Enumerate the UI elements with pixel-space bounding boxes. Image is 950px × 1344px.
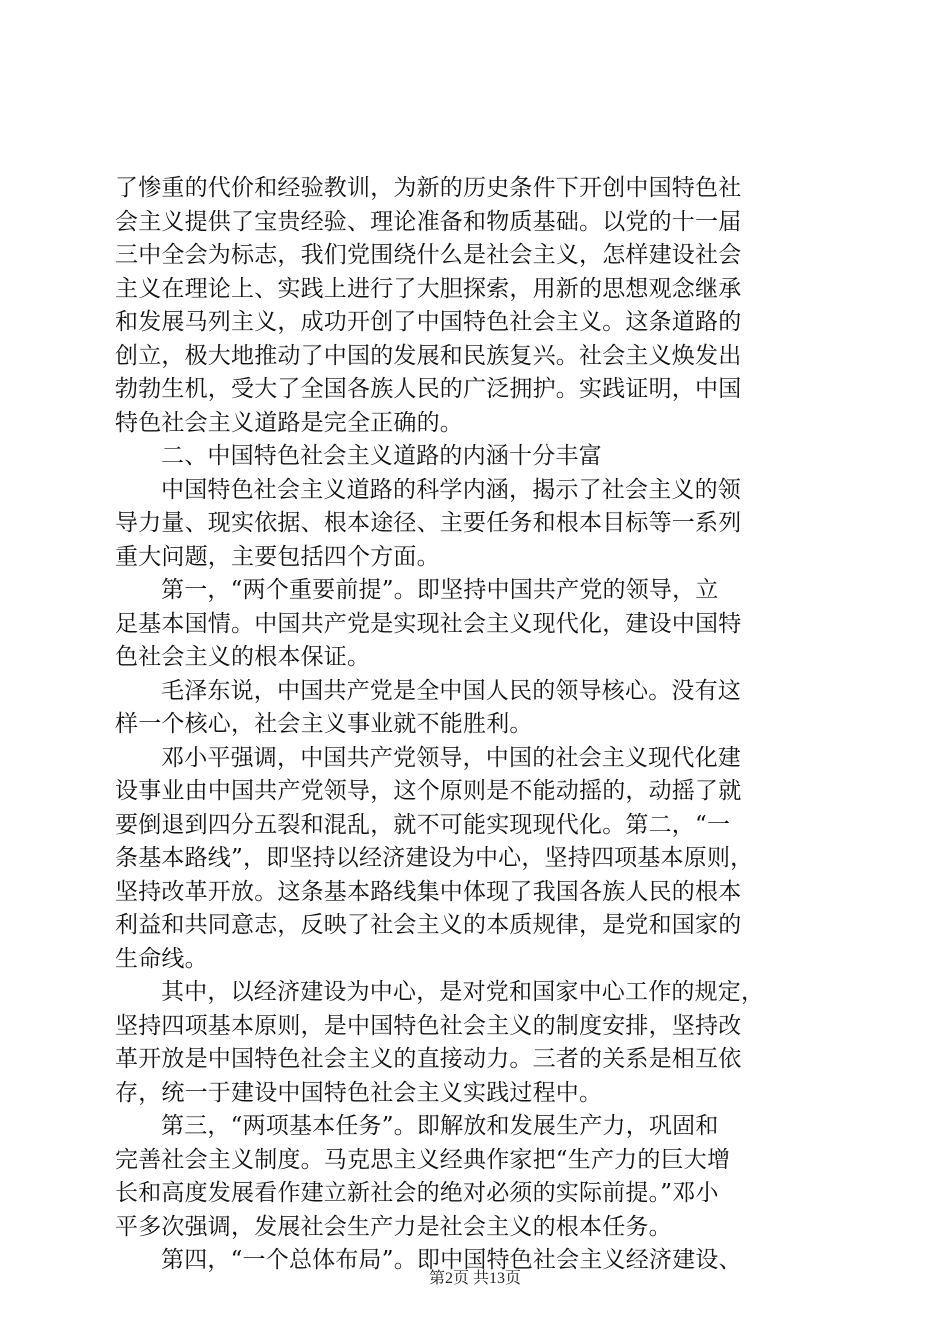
text-line: 了惨重的代价和经验教训，为新的历史条件下开创中国特色社 <box>115 175 742 201</box>
text-line: 中国特色社会主义道路的科学内涵，揭示了社会主义的领 <box>161 476 741 503</box>
document-body <box>115 172 835 1278</box>
text-line: 要倒退到四分五裂和混乱，就不可能实现现代化。第二，“一 <box>115 811 731 838</box>
text-line: 条基本路线”，即坚持以经济建设为中心，坚持四项基本原则， <box>115 845 754 871</box>
text-line: 长和高度发展看作建立新社会的绝对必须的实际前提。”邓小 <box>115 1180 719 1206</box>
text-line: 色社会主义的根本保证。 <box>115 644 371 670</box>
text-line: 重大问题，主要包括四个方面。 <box>115 543 440 570</box>
text-line: 足基本国情。中国共产党是实现社会主义现代化，建设中国特 <box>115 610 742 637</box>
text-line: 坚持四项基本原则，是中国特色社会主义的制度安排，坚持改 <box>115 1012 742 1039</box>
text-line: 第三，“两项基本任务”。即解放和发展生产力，巩固和 <box>161 1113 719 1139</box>
text-line: 勃勃生机，受大了全国各族人民的广泛拥护。实践证明，中国 <box>115 376 742 402</box>
text-line: 毛泽东说，中国共产党是全中国人民的领导核心。没有这 <box>161 677 741 704</box>
text-line: 二、中国特色社会主义道路的内涵十分丰富 <box>161 443 602 469</box>
text-line: 利益和共同意志，反映了社会主义的本质规律，是党和国家的 <box>115 912 742 938</box>
text-line: 坚持改革开放。这条基本路线集中体现了我国各族人民的根本 <box>115 878 742 905</box>
text-line: 特色社会主义道路是完全正确的。 <box>115 409 463 436</box>
text-line: 平多次强调，发展社会生产力是社会主义的根本任务。 <box>115 1213 672 1240</box>
text-line: 会主义提供了宝贵经验、理论准备和物质基础。以党的十一届 <box>115 208 742 235</box>
page-footer: 第2页 共13页 <box>428 1270 521 1287</box>
text-line: 三中全会为标志，我们党围绕什么是社会主义，怎样建设社会 <box>115 242 742 268</box>
text-line: 完善社会主义制度。马克思主义经典作家把“生产力的巨大增 <box>115 1146 731 1173</box>
text-line: 生命线。 <box>115 945 208 972</box>
text-line: 第四，“一个总体布局”。即中国特色社会主义经济建设、 <box>161 1247 742 1273</box>
text-line: 革开放是中国特色社会主义的直接动力。三者的关系是相互依 <box>115 1046 742 1072</box>
text-line: 其中，以经济建设为中心，是对党和国家中心工作的规定， <box>161 979 765 1005</box>
text-line: 存，统一于建设中国特色社会主义实践过程中。 <box>115 1079 603 1106</box>
text-line: 创立，极大地推动了中国的发展和民族复兴。社会主义焕发出 <box>115 342 742 369</box>
text-line: 样一个核心，社会主义事业就不能胜利。 <box>115 711 533 737</box>
text-line: 邓小平强调，中国共产党领导，中国的社会主义现代化建 <box>161 744 741 771</box>
text-line: 设事业由中国共产党领导，这个原则是不能动摇的，动摇了就 <box>115 778 742 804</box>
text-line: 第一，“两个重要前提”。即坚持中国共产党的领导，立 <box>161 577 719 603</box>
text-line: 主义在理论上、实践上进行了大胆探索，用新的思想观念继承 <box>115 275 742 302</box>
text-line: 导力量、现实依据、根本途径、主要任务和根本目标等一系列 <box>115 510 742 536</box>
text-line: 和发展马列主义，成功开创了中国特色社会主义。这条道路的 <box>115 309 742 335</box>
